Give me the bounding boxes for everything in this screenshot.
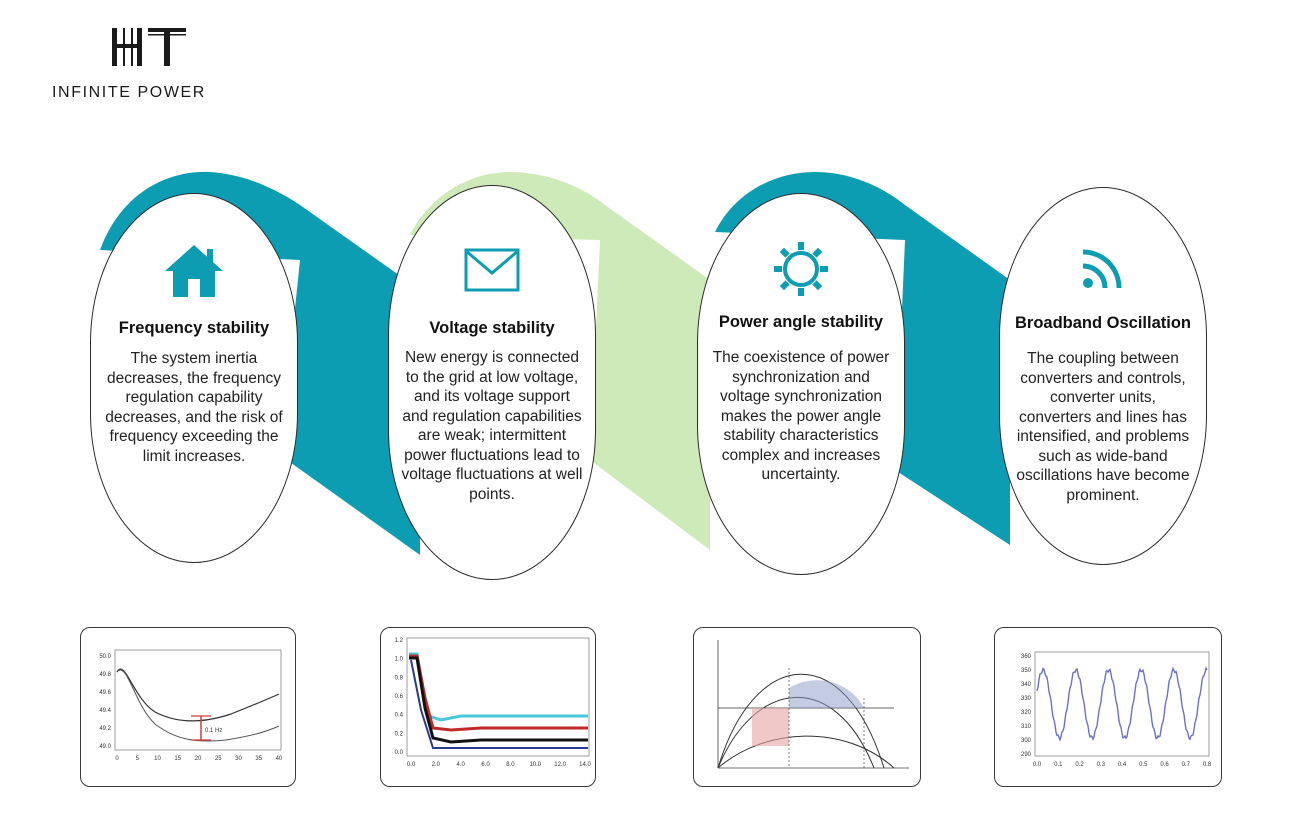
tick-label: 0.4: [394, 712, 403, 719]
envelope-icon: [464, 248, 520, 292]
power-angle-curve-thumbnail: [693, 627, 921, 787]
accel-area: [752, 708, 789, 746]
tick-label: 0: [115, 756, 119, 762]
voltage-curve-thumbnail: [380, 627, 596, 787]
tick-label: 0.8: [394, 675, 403, 682]
frequency-stability-card: [90, 193, 298, 563]
tick-label: 0.8: [1202, 762, 1212, 768]
tick-label: 0.5: [1139, 762, 1148, 768]
card-title: Frequency stability: [118, 319, 270, 337]
signal-icon: [1079, 244, 1127, 292]
frequency-curve-lower: [117, 670, 279, 741]
card-title: Voltage stability: [429, 319, 555, 337]
power-curve-lower: [718, 736, 894, 768]
tick-label: 290: [1020, 752, 1031, 758]
brand-name: INFINITE POWER: [52, 84, 206, 101]
tick-label: 0.0: [1032, 762, 1042, 768]
card-description: The coupling between converters and controls, converter units, converters and lines has intensified, and problems such as wide-band oscillations have become prominent.: [1016, 350, 1190, 504]
tick-label: 4.0: [456, 762, 465, 768]
voltage-stability-card: [388, 185, 596, 580]
tick-label: 49.6: [99, 690, 111, 696]
tick-label: 49.4: [99, 708, 111, 714]
tick-label: 5: [135, 756, 139, 762]
tick-label: 8.0: [506, 762, 515, 768]
tick-label: 1.2: [394, 638, 403, 644]
tick-label: 20: [194, 756, 202, 762]
tick-label: 0.3: [1096, 762, 1105, 768]
voltage-trace-cyan: [409, 654, 588, 720]
annotation-label: 0.1 Hz: [205, 728, 223, 734]
power-angle-stability-card: [697, 193, 905, 575]
tick-label: 50.0: [99, 654, 111, 660]
tick-label: 12.0: [554, 762, 566, 768]
tick-label: 320: [1020, 710, 1031, 716]
tick-label: 14.0: [579, 762, 591, 768]
broadband-oscillation-card: [999, 187, 1207, 565]
card-title: Power angle stability: [718, 313, 884, 331]
tick-label: 310: [1020, 724, 1031, 730]
tick-label: 350: [1020, 668, 1031, 674]
tick-label: 15: [174, 756, 182, 762]
tick-label: 1.0: [394, 656, 403, 663]
tick-label: 25: [214, 756, 222, 762]
tick-label: 0.4: [1117, 762, 1127, 768]
tick-label: 0.2: [1075, 762, 1084, 768]
tick-label: 300: [1020, 738, 1031, 744]
frequency-curve-upper: [117, 669, 279, 721]
tick-label: 0.7: [1181, 762, 1190, 768]
tick-label: 360: [1020, 654, 1031, 660]
tick-label: 10.0: [529, 762, 542, 768]
gear-icon: [772, 240, 830, 298]
tick-label: 340: [1020, 682, 1031, 688]
tick-label: 35: [255, 756, 263, 762]
card-description: New energy is connected to the grid at low voltage, and its voltage support and regulation capabilities are weak; intermittent power fluctuations lead to voltage fluctuations at well points.: [401, 349, 583, 503]
tick-label: 0.6: [394, 694, 403, 700]
frequency-curve-thumbnail: [80, 627, 296, 787]
tick-label: 49.2: [99, 726, 111, 732]
card-description: The coexistence of power synchronization and voltage synchronization makes the power angle stability characteristics complex and increases uncertainty.: [712, 349, 890, 483]
home-icon: [163, 241, 225, 299]
tick-label: 0.1: [1054, 762, 1063, 768]
tick-label: 0.0: [406, 762, 416, 768]
tick-label: 30: [235, 756, 242, 762]
tick-label: 49.8: [99, 672, 111, 678]
tick-label: 6.0: [481, 762, 490, 768]
tick-label: 0.2: [394, 731, 403, 738]
oscillation-trace: [1037, 668, 1207, 740]
tick-label: 10: [154, 756, 161, 762]
card-title: Broadband Oscillation: [1014, 314, 1192, 332]
tick-label: 0.0: [394, 750, 403, 756]
voltage-trace-blue: [411, 660, 588, 748]
card-description: The system inertia decreases, the frequency regulation capability decreases, and the risk of frequency exceeding the limit increases.: [105, 350, 283, 465]
tick-label: 2.0: [431, 762, 441, 768]
tick-label: 0.6: [1160, 762, 1169, 768]
decel-area: [789, 680, 864, 708]
tick-label: 49.0: [99, 744, 111, 750]
tick-label: 330: [1020, 696, 1031, 702]
tick-label: 40: [275, 756, 283, 762]
oscillation-curve-thumbnail: [994, 627, 1222, 787]
